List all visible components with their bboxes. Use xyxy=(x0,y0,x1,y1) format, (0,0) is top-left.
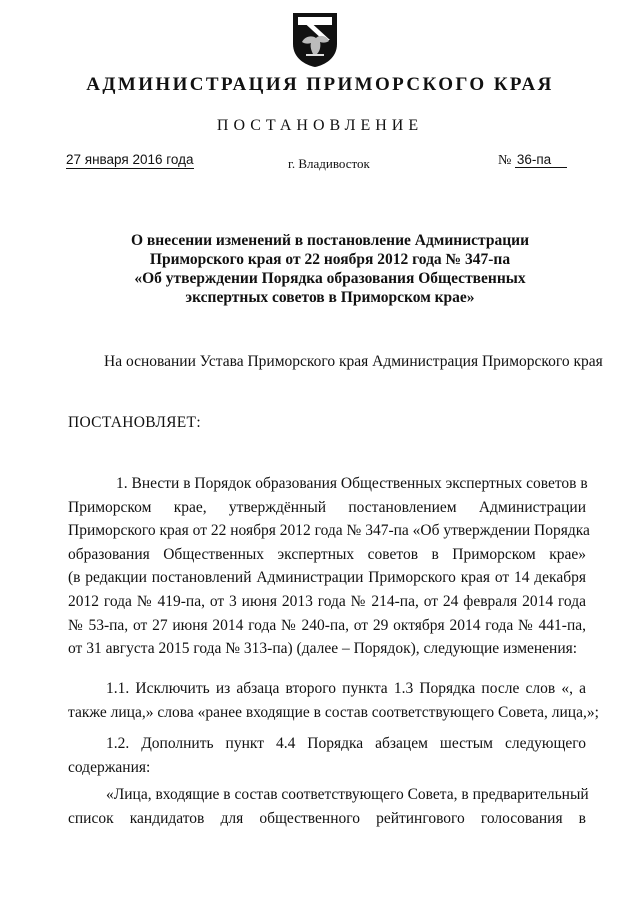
title-line: Приморского края от 22 ноября 2012 года № 347-па xyxy=(149,251,511,268)
text-line: 1.1. Исключить из абзаца второго пункта 1.3 Порядка после слов «, а xyxy=(106,680,586,697)
document-number-block xyxy=(498,152,567,169)
quoted-text xyxy=(68,783,589,830)
decree-word: ПОСТАНОВЛЯЕТ: xyxy=(68,414,201,431)
document-number: 36-па xyxy=(515,152,567,168)
text-line: Приморского края от 22 ноября 2012 года № 347-па «Об утверждении Порядка xyxy=(68,522,590,540)
item-1 xyxy=(68,472,590,661)
text-line: 1. Внести в Порядок образования Общественных экспертных советов в xyxy=(116,475,588,492)
document-date: 27 января 2016 года xyxy=(66,152,194,167)
title-line: О внесении изменений в постановление Администрации xyxy=(130,232,529,249)
item-1-1 xyxy=(68,677,599,724)
coat-of-arms-emblem xyxy=(290,10,340,68)
text-line: № 53-па, от 27 июня 2014 года № 240-па, от 29 октября 2014 года № 441-па, xyxy=(68,616,586,634)
organization-name: АДМИНИСТРАЦИЯ ПРИМОРСКОГО КРАЯ xyxy=(86,74,554,95)
item-1-2 xyxy=(68,732,586,779)
text-line: (в редакции постановлений Администрации Приморского края от 14 декабря xyxy=(68,569,586,587)
text-line: список кандидатов для общественного рейтингового голосования в xyxy=(68,809,586,827)
document-city: г. Владивосток xyxy=(288,156,370,171)
text-line: 2012 года № 419-па, от 3 июня 2013 года № 214-па, от 24 февраля 2014 года xyxy=(68,592,586,610)
text-line: образования Общественных экспертных советов в Приморском крае» xyxy=(68,545,586,563)
document-title xyxy=(80,231,580,307)
title-line: «Об утверждении Порядка образования Общественных xyxy=(134,270,526,287)
text-line: «Лица, входящие в состав соответствующего Совета, в предварительный xyxy=(106,786,589,803)
document-type: ПОСТАНОВЛЕНИЕ xyxy=(216,117,424,134)
legal-basis: На основании Устава Приморского края Администрация Приморского края xyxy=(104,353,603,370)
text-line: 1.2. Дополнить пункт 4.4 Порядка абзацем шестым следующего xyxy=(106,735,586,752)
text-line: Приморском крае, утверждённый постановлением Администрации xyxy=(68,498,586,516)
text-line: также лица,» слова «ранее входящие в состав соответствующего Совета, лица,»; xyxy=(68,703,599,721)
title-line: экспертных советов в Приморском крае» xyxy=(185,289,475,306)
text-line: от 31 августа 2015 года № 313-па) (далее – Порядок), следующие изменения: xyxy=(68,640,578,658)
number-prefix: № xyxy=(498,153,512,168)
text-line: содержания: xyxy=(68,758,151,776)
